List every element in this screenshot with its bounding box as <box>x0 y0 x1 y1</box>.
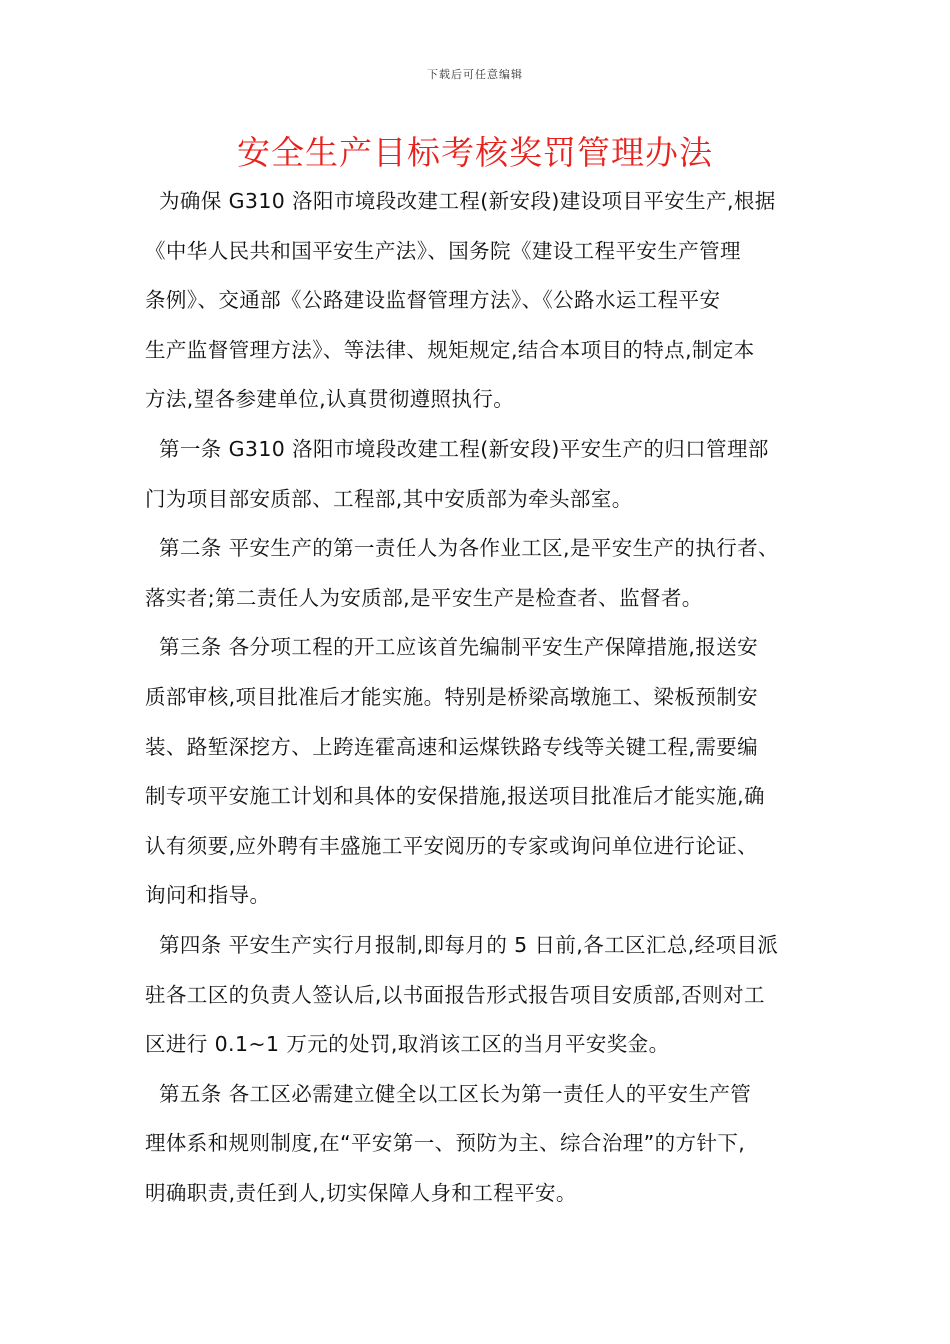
paragraph-line: 《中华人民共和国平安生产法》、国务院《建设工程平安生产管理 <box>145 238 741 263</box>
intro-paragraph <box>145 177 813 425</box>
article-2-paragraph <box>145 524 813 623</box>
article-1-paragraph <box>145 425 813 524</box>
document-body <box>145 177 813 1218</box>
paragraph-line: 第四条 平安生产实行月报制,即每月的 5 日前,各工区汇总,经项目派 <box>159 932 779 957</box>
paragraph-line: 落实者;第二责任人为安质部,是平安生产是检查者、监督者。 <box>145 585 703 610</box>
paragraph-line: 明确职责,责任到人,切实保障人身和工程平安。 <box>145 1180 577 1205</box>
paragraph-line: 驻各工区的负责人签认后,以书面报告形式报告项目安质部,否则对工 <box>145 982 765 1007</box>
paragraph-line: 条例》、交通部《公路建设监督管理方法》、《公路水运工程平安 <box>145 288 721 313</box>
paragraph-line: 第五条 各工区必需建立健全以工区长为第一责任人的平安生产管 <box>159 1081 752 1106</box>
paragraph-line: 询问和指导。 <box>145 883 271 908</box>
paragraph-line: 门为项目部安质部、工程部,其中安质部为牵头部室。 <box>145 486 633 511</box>
article-5-paragraph <box>145 1070 813 1219</box>
paragraph-line: 认有须要,应外聘有丰盛施工平安阅历的专家或询问单位进行论证、 <box>145 833 759 858</box>
paragraph-line: 质部审核,项目批准后才能实施。特别是桥梁高墩施工、梁板预制安 <box>145 684 759 709</box>
paragraph-line: 第二条 平安生产的第一责任人为各作业工区,是平安生产的执行者、 <box>159 536 779 561</box>
paragraph-line: 生产监督管理方法》、等法律、规矩规定,结合本项目的特点,制定本 <box>145 337 755 362</box>
paragraph-line: 第三条 各分项工程的开工应该首先编制平安生产保障措施,报送安 <box>159 635 759 660</box>
paragraph-line: 制专项平安施工计划和具体的安保措施,报送项目批准后才能实施,确 <box>145 784 765 809</box>
document-title: 安全生产目标考核奖罚管理办法 <box>237 133 713 172</box>
article-3-paragraph <box>145 623 813 921</box>
article-4-paragraph <box>145 921 813 1070</box>
paragraph-line: 区进行 0.1~1 万元的处罚,取消该工区的当月平安奖金。 <box>145 1032 670 1057</box>
paragraph-line: 理体系和规则制度,在“平安第一、预防为主、综合治理”的方针下, <box>145 1131 746 1156</box>
header-note: 下载后可任意编辑 <box>427 68 523 81</box>
paragraph-line: 第一条 G310 洛阳市境段改建工程(新安段)平安生产的归口管理部 <box>159 436 769 461</box>
paragraph-line: 装、路堑深挖方、上跨连霍高速和运煤铁路专线等关键工程,需要编 <box>145 734 759 759</box>
paragraph-line: 方法,望各参建单位,认真贯彻遵照执行。 <box>145 387 515 412</box>
paragraph-line: 为确保 G310 洛阳市境段改建工程(新安段)建设项目平安生产,根据 <box>159 189 776 213</box>
